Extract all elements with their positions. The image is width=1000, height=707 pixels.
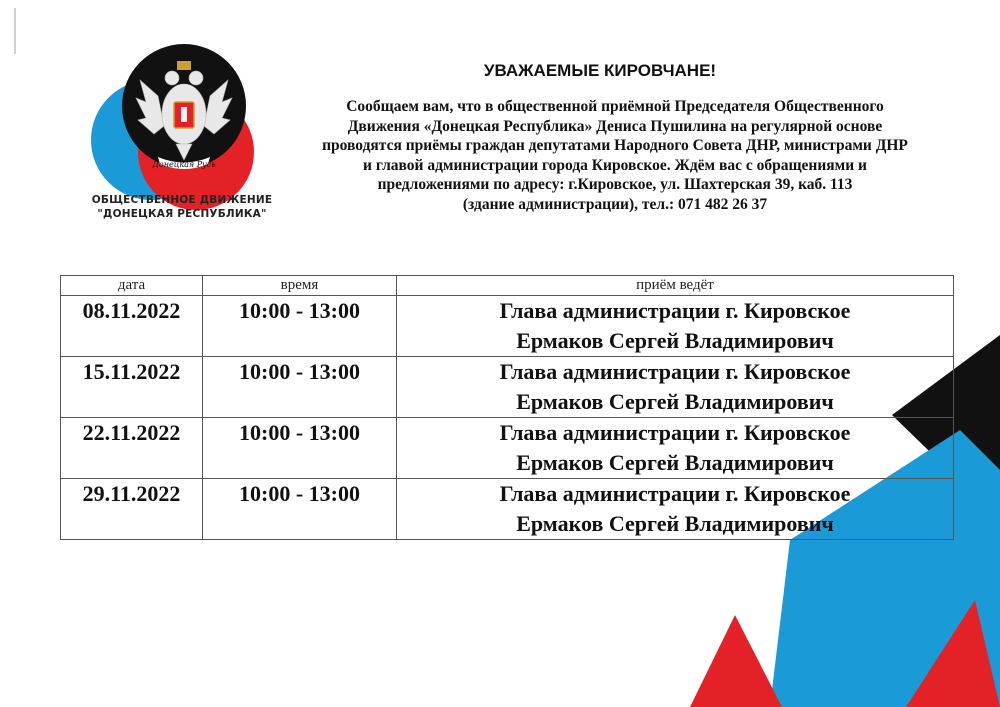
row-host bbox=[397, 296, 954, 357]
notice-line-2: Движения «Донецкая Республика» Дениса Пушилина на регулярной основе bbox=[347, 117, 883, 135]
host-name: Ермаков Сергей Владимирович bbox=[516, 511, 834, 536]
table-row bbox=[61, 479, 954, 540]
emblem-ribbon-text: Донецкая Русь bbox=[152, 160, 216, 169]
row-host bbox=[397, 479, 954, 540]
notice-line-3: проводятся приёмы граждан депутатами Народного Совета ДНР, министрами ДНР bbox=[322, 137, 908, 155]
notice-line-6: (здание администрации), тел.: 071 482 26 37 bbox=[462, 195, 768, 213]
row-date: 08.11.2022 bbox=[61, 296, 203, 357]
host-position: Глава администрации г. Кировское bbox=[499, 359, 851, 384]
host-position: Глава администрации г. Кировское bbox=[499, 481, 851, 506]
table-row bbox=[61, 296, 954, 357]
logo-caption bbox=[82, 193, 282, 221]
row-time: 10:00 - 13:00 bbox=[203, 418, 397, 479]
row-host bbox=[397, 418, 954, 479]
row-date: 22.11.2022 bbox=[61, 418, 203, 479]
notice-line-5: предложениями по адресу: г.Кировское, ул. Шахтерская 39, каб. 113 bbox=[377, 176, 853, 194]
logo-caption-line1: ОБЩЕСТВЕННОЕ ДВИЖЕНИЕ bbox=[91, 194, 273, 206]
row-host bbox=[397, 357, 954, 418]
notice-line-4: и главой администрации города Кировское. Ждём вас с обращениями и bbox=[363, 156, 867, 174]
table-row bbox=[61, 357, 954, 418]
logo-caption-line2: "ДОНЕЦКАЯ РЕСПУБЛИКА" bbox=[97, 208, 267, 220]
row-time: 10:00 - 13:00 bbox=[203, 479, 397, 540]
host-position: Глава администрации г. Кировское bbox=[499, 420, 851, 445]
table-header-row bbox=[61, 276, 954, 296]
left-edge-mark bbox=[14, 8, 16, 54]
row-time: 10:00 - 13:00 bbox=[203, 357, 397, 418]
notice-line-1: Сообщаем вам, что в общественной приёмной Председателя Общественного bbox=[346, 98, 884, 115]
header-time: время bbox=[203, 276, 397, 296]
notice-body bbox=[240, 97, 990, 215]
row-time: 10:00 - 13:00 bbox=[203, 296, 397, 357]
table-row bbox=[61, 418, 954, 479]
decor-red-triangle-left bbox=[690, 615, 782, 707]
header-host: приём ведёт bbox=[397, 276, 954, 296]
host-name: Ермаков Сергей Владимирович bbox=[516, 450, 834, 475]
schedule-table bbox=[60, 275, 954, 540]
header-date: дата bbox=[61, 276, 203, 296]
host-name: Ермаков Сергей Владимирович bbox=[516, 328, 834, 353]
row-date: 29.11.2022 bbox=[61, 479, 203, 540]
notice-title: УВАЖАЕМЫЕ КИРОВЧАНЕ! bbox=[483, 61, 717, 80]
row-date: 15.11.2022 bbox=[61, 357, 203, 418]
host-name: Ермаков Сергей Владимирович bbox=[516, 389, 834, 414]
host-position: Глава администрации г. Кировское bbox=[499, 298, 851, 323]
